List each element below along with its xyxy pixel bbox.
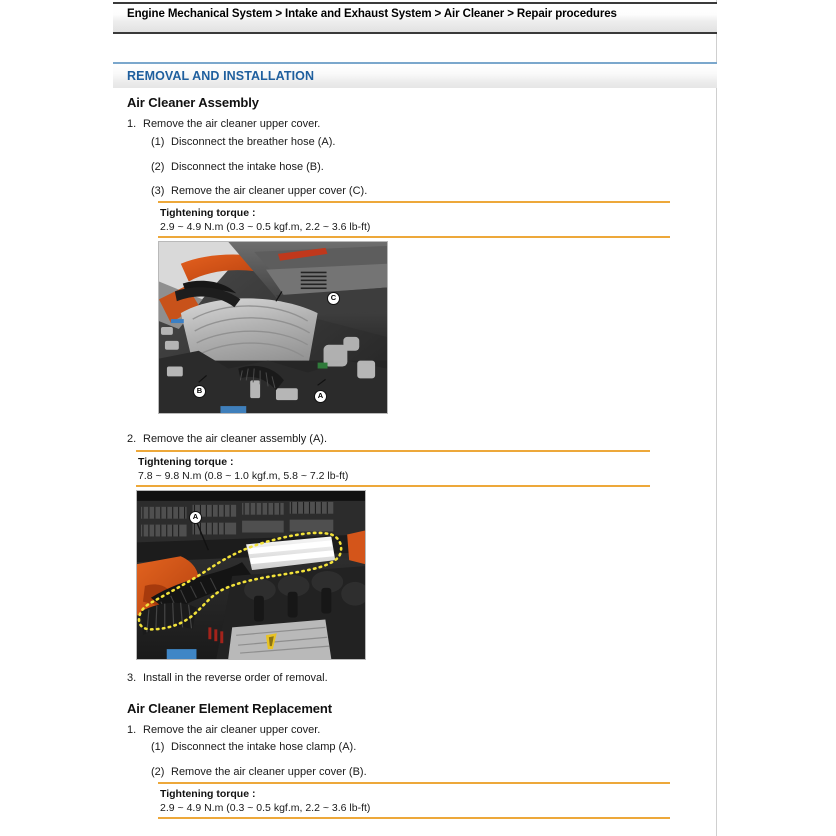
substep-text: Remove the air cleaner upper cover (C). <box>171 185 368 197</box>
step-text: Remove the air cleaner upper cover. <box>143 118 321 130</box>
step-1-1 <box>127 118 320 130</box>
substep-number: (1) <box>151 741 165 753</box>
torque-value: 2.9 ~ 4.9 N.m (0.3 ~ 0.5 kgf.m, 2.2 ~ 3.6 lb-ft) <box>160 802 371 814</box>
substep-number: (2) <box>151 766 165 778</box>
breadcrumb-bar <box>113 2 717 34</box>
step-1-2 <box>127 433 327 445</box>
step-text: Install in the reverse order of removal. <box>143 672 328 684</box>
engine-bay-air-cleaner-cover-photo <box>158 241 388 414</box>
callout-a-icon: A <box>189 511 202 524</box>
torque-label: Tightening torque : <box>160 788 256 800</box>
step-number: 1. <box>127 118 137 130</box>
substep-text: Disconnect the breather hose (A). <box>171 136 336 148</box>
substep-1-1-3 <box>151 185 367 197</box>
step-number: 3. <box>127 672 137 684</box>
torque-value: 2.9 ~ 4.9 N.m (0.3 ~ 0.5 kgf.m, 2.2 ~ 3.6 lb-ft) <box>160 221 371 233</box>
document-page <box>113 0 717 836</box>
substep-1-1-2 <box>151 161 324 173</box>
substep-number: (3) <box>151 185 165 197</box>
torque-spec-box-1 <box>158 201 670 238</box>
torque-label: Tightening torque : <box>138 456 234 468</box>
callout-a-icon: A <box>314 390 327 403</box>
torque-value: 7.8 ~ 9.8 N.m (0.8 ~ 1.0 kgf.m, 5.8 ~ 7.2 lb-ft) <box>138 470 349 482</box>
substep-2-1-1 <box>151 741 356 753</box>
substep-text: Disconnect the intake hose (B). <box>171 161 324 173</box>
substep-text: Remove the air cleaner upper cover (B). <box>171 766 367 778</box>
step-2-1 <box>127 724 320 736</box>
heading-air-cleaner-assembly: Air Cleaner Assembly <box>127 95 259 110</box>
torque-spec-box-3 <box>158 782 670 819</box>
step-number: 1. <box>127 724 137 736</box>
torque-label: Tightening torque : <box>160 207 256 219</box>
section-header-bar <box>113 62 717 88</box>
step-1-3 <box>127 672 328 684</box>
substep-number: (1) <box>151 136 165 148</box>
step-text: Remove the air cleaner upper cover. <box>143 724 321 736</box>
substep-number: (2) <box>151 161 165 173</box>
callout-b-icon: B <box>193 385 206 398</box>
heading-air-cleaner-element-replacement: Air Cleaner Element Replacement <box>127 701 332 716</box>
step-number: 2. <box>127 433 137 445</box>
step-text: Remove the air cleaner assembly (A). <box>143 433 328 445</box>
callout-c-icon: C <box>327 292 340 305</box>
engine-bay-air-cleaner-assembly-photo <box>136 490 366 660</box>
substep-2-1-2 <box>151 766 367 778</box>
breadcrumb[interactable]: Engine Mechanical System > Intake and Exhaust System > Air Cleaner > Repair procedures <box>127 8 617 20</box>
substep-text: Disconnect the intake hose clamp (A). <box>171 741 357 753</box>
section-title: REMOVAL AND INSTALLATION <box>127 69 315 83</box>
torque-spec-box-2 <box>136 450 650 487</box>
substep-1-1-1 <box>151 136 335 148</box>
